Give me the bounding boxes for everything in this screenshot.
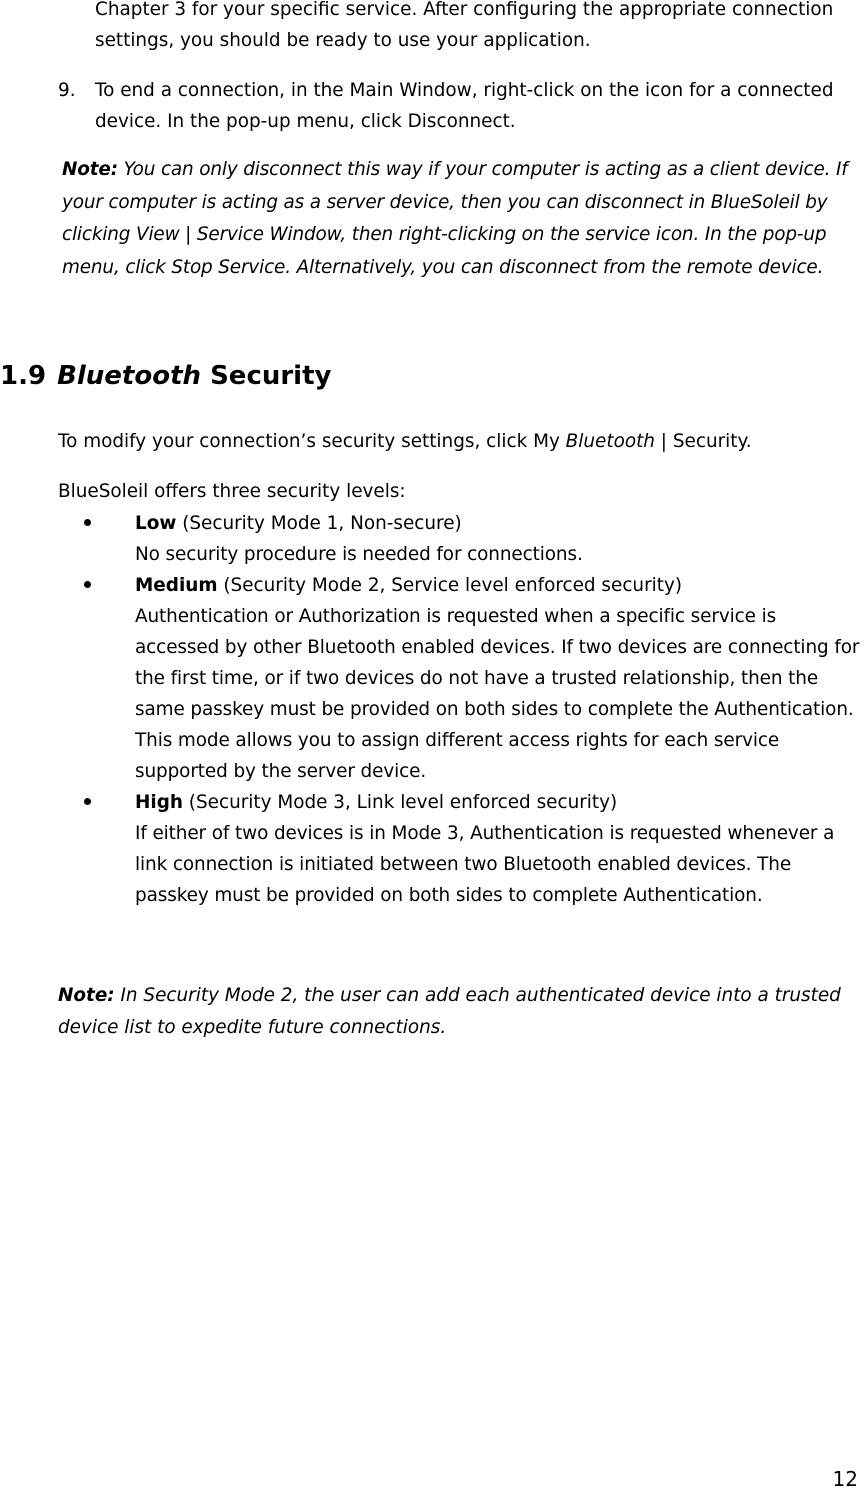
intro-text-italic: Bluetooth: [565, 431, 655, 452]
list-item-low: [58, 508, 864, 570]
note-trusted-devices: [58, 980, 864, 1044]
section-title-rest: Security: [201, 361, 332, 391]
note-label: Note:: [62, 159, 118, 180]
level-mode: (Security Mode 3, Link level enforced security): [182, 792, 618, 813]
note-text: In Security Mode 2, the user can add each authenticated device into a trusted device list to expedite future connections.: [58, 985, 841, 1038]
intro-text-before: To modify your connection’s security settings, click My: [58, 431, 566, 452]
step-text: To end a connection, in the Main Window, right-click on the icon for a connected device. In the pop-up menu, click Disconnect.: [95, 80, 834, 132]
continuation-paragraph: Chapter 3 for your specific service. After configuring the appropriate connection settings, you should be ready to use your application.: [95, 0, 834, 51]
page-number: 12: [832, 1467, 858, 1491]
step-number: 9.: [58, 80, 76, 101]
bullet-icon: [58, 570, 135, 601]
note-disconnect: [62, 154, 864, 284]
security-levels-list: [58, 508, 864, 911]
level-description: If either of two devices is in Mode 3, Authentication is requested whenever a link connection is initiated between two Bluetooth enabled devices. The passkey must be provided on both sides to complete Authentication.: [135, 823, 835, 906]
level-name: High: [135, 792, 183, 813]
note-label: Note:: [58, 985, 115, 1006]
bullet-icon: [58, 508, 135, 539]
level-description: No security procedure is needed for connections.: [135, 544, 583, 565]
level-mode: (Security Mode 1, Non-secure): [176, 513, 462, 534]
bullet-icon: [58, 787, 135, 818]
section-number: 1.9: [0, 361, 47, 391]
section-heading: [0, 358, 331, 394]
level-name: Medium: [135, 575, 218, 596]
note-text: You can only disconnect this way if your computer is acting as a client device. If your computer is acting as a server device, then you can disconnect in BlueSoleil by clicking View | Service Window, then right-clicking on the service icon. In the pop-up menu, click Stop Service. Alternatively, you can disconnect from the remote device.: [62, 159, 848, 278]
level-name: Low: [135, 513, 177, 534]
levels-intro-paragraph: BlueSoleil offers three security levels:: [58, 481, 406, 502]
list-item-medium: [58, 570, 864, 787]
security-intro-paragraph: [58, 426, 752, 457]
level-mode: (Security Mode 2, Service level enforced security): [217, 575, 683, 596]
intro-text-after: | Security.: [654, 431, 752, 452]
section-title-italic: Bluetooth: [57, 361, 202, 391]
step-item-9: [58, 75, 858, 137]
list-item-high: [58, 787, 864, 911]
level-description: Authentication or Authorization is requested when a specific service is accessed by other Bluetooth enabled devices. If two devices are connecting for the first time, or if two devices do not have a trusted relationship, then the same passkey must be provided on both sides to complete the Authentication. This mode allows you to assign different access rights for each service supported by the server device.: [135, 606, 860, 782]
